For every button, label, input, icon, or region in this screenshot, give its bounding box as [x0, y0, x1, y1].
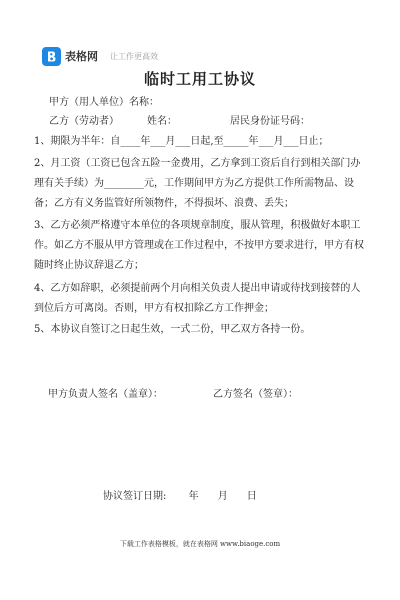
- party-b-signature-label: 乙方签名（签章）：: [213, 389, 298, 400]
- brand-header: [42, 46, 158, 66]
- footer-text: 下载工作表格模板，就在表格网 www.biaoge.com: [119, 540, 281, 548]
- party-b-label: 乙方（劳动者）: [49, 116, 119, 127]
- clause-4: 4、乙方如辞职，必须提前两个月向相关负责人提出申请或待找到接替的人到位后方可离岗。否则，甲方有权扣除乙方工作押金；: [34, 283, 361, 314]
- clause-1: 1、期限为半年：自____年___月___日起,至_____年___月___日止；: [34, 136, 329, 147]
- party-b-id-label: 居民身份证号码：: [230, 116, 310, 127]
- clause-5: 5、本协议自签订之日起生效，一式二份，甲乙双方各持一份。: [34, 324, 311, 335]
- party-a-name-line: 甲方（用人单位）名称：: [49, 97, 159, 108]
- party-a-signature-label: 甲方负责人签名（盖章）：: [48, 389, 163, 400]
- sign-date-line: 协议签订日期: 年 月 日: [103, 491, 257, 502]
- party-b-name-label: 姓名：: [147, 116, 177, 127]
- brand-slogan: 让工作更高效: [110, 51, 158, 61]
- brand-name: 表格网: [65, 50, 98, 63]
- clause-2: 2、月工资（工资已包含五险一金费用，乙方拿到工资后自行到相关部门办理有关手续）为________元，工作期间甲方为乙方提供工作所需物品、设备；乙方有义务监管好所领物件，不得损坏、浪费、丢失；: [34, 158, 361, 209]
- clause-3: 3、乙方必须严格遵守本单位的各项规章制度，服从管理，积极做好本职工作。如乙方不服从甲方管理或在工作过程中，不按甲方要求进行，甲方有权随时终止协议辞退乙方；: [34, 220, 364, 271]
- document-title: 临时工用工协议: [143, 70, 256, 88]
- b-logo-icon: [42, 47, 61, 66]
